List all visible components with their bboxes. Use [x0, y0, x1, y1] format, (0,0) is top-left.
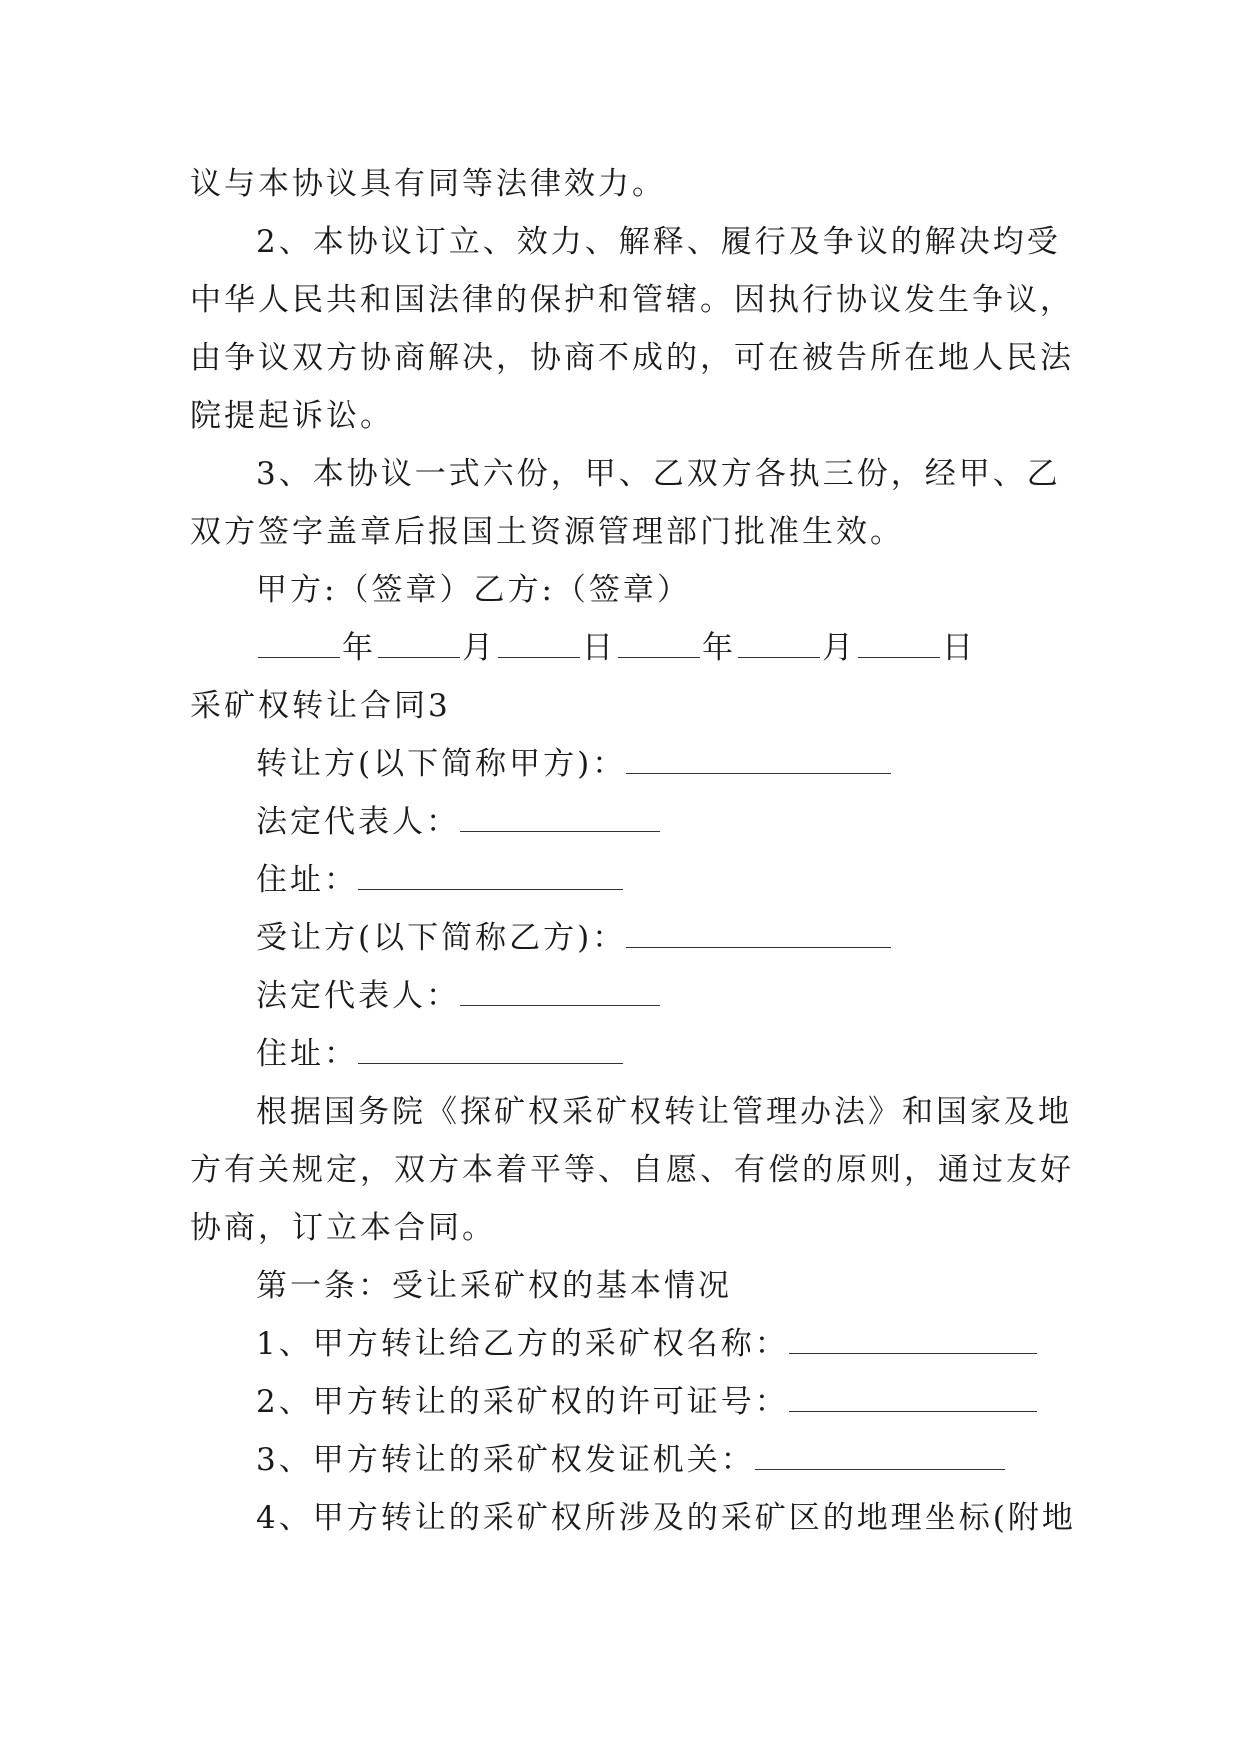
date-blank[interactable] — [258, 627, 340, 658]
month-label: 月 — [462, 630, 496, 666]
month-label: 月 — [822, 630, 856, 666]
text-line: 议与本协议具有同等法律效力。 — [190, 166, 666, 202]
date-blank[interactable] — [618, 627, 700, 658]
article-1-item-4: 4、甲方转让的采矿权所涉及的采矿区的地理坐标(附地 — [256, 1500, 1076, 1536]
party-b-address-field — [190, 1025, 1070, 1083]
date-line — [190, 619, 1070, 677]
date-blank[interactable] — [738, 627, 820, 658]
text-line: 院提起诉讼。 — [190, 398, 394, 434]
article-1-item-1 — [190, 1315, 1070, 1373]
document-body — [190, 155, 1076, 1547]
address-label: 住址： — [256, 1036, 358, 1072]
date-blank[interactable] — [378, 627, 460, 658]
item-label: 1、甲方转让给乙方的采矿权名称： — [256, 1326, 789, 1362]
party-a-rep-blank[interactable] — [460, 801, 660, 832]
license-number-blank[interactable] — [789, 1381, 1037, 1412]
party-b-rep-field — [190, 967, 1070, 1025]
transferor-label: 转让方(以下简称甲方)： — [256, 746, 627, 782]
party-a-rep-field — [190, 793, 1070, 851]
clause-3-line: 3、本协议一式六份，甲、乙双方各执三份，经甲、乙 — [256, 456, 1061, 492]
transferee-field — [190, 909, 1070, 967]
mining-right-name-blank[interactable] — [789, 1323, 1037, 1354]
rep-label: 法定代表人： — [256, 978, 460, 1014]
date-blank[interactable] — [498, 627, 580, 658]
preamble-line: 方有关规定，双方本着平等、自愿、有偿的原则，通过友好 — [190, 1152, 1074, 1188]
day-label: 日 — [942, 630, 976, 666]
text-line: 中华人民共和国法律的保护和管辖。因执行协议发生争议， — [190, 282, 1074, 318]
party-a-address-blank[interactable] — [358, 859, 623, 890]
article-1-title: 第一条：受让采矿权的基本情况 — [256, 1268, 732, 1304]
signature-line: 甲方:（签章）乙方:（签章） — [256, 572, 691, 608]
party-b-address-blank[interactable] — [358, 1033, 623, 1064]
item-label: 2、甲方转让的采矿权的许可证号： — [256, 1384, 789, 1420]
transferee-label: 受让方(以下简称乙方)： — [256, 920, 627, 956]
year-label: 年 — [342, 630, 376, 666]
transferor-blank[interactable] — [626, 743, 891, 774]
party-a-address-field — [190, 851, 1070, 909]
issuing-authority-blank[interactable] — [755, 1439, 1005, 1470]
address-label: 住址： — [256, 862, 358, 898]
section-title: 采矿权转让合同3 — [190, 688, 451, 724]
item-label: 3、甲方转让的采矿权发证机关： — [256, 1442, 755, 1478]
rep-label: 法定代表人： — [256, 804, 460, 840]
party-b-rep-blank[interactable] — [460, 975, 660, 1006]
day-label: 日 — [582, 630, 616, 666]
year-label: 年 — [702, 630, 736, 666]
article-1-item-2 — [190, 1373, 1070, 1431]
preamble-line: 协商，订立本合同。 — [190, 1210, 496, 1246]
text-line: 由争议双方协商解决，协商不成的，可在被告所在地人民法 — [190, 340, 1074, 376]
clause-2-line: 2、本协议订立、效力、解释、履行及争议的解决均受 — [256, 224, 1061, 260]
preamble-line: 根据国务院《探矿权采矿权转让管理办法》和国家及地 — [256, 1094, 1072, 1130]
text-line: 双方签字盖章后报国土资源管理部门批准生效。 — [190, 514, 904, 550]
transferor-field — [190, 735, 1070, 793]
article-1-item-3 — [190, 1431, 1070, 1489]
date-blank[interactable] — [858, 627, 940, 658]
transferee-blank[interactable] — [626, 917, 891, 948]
